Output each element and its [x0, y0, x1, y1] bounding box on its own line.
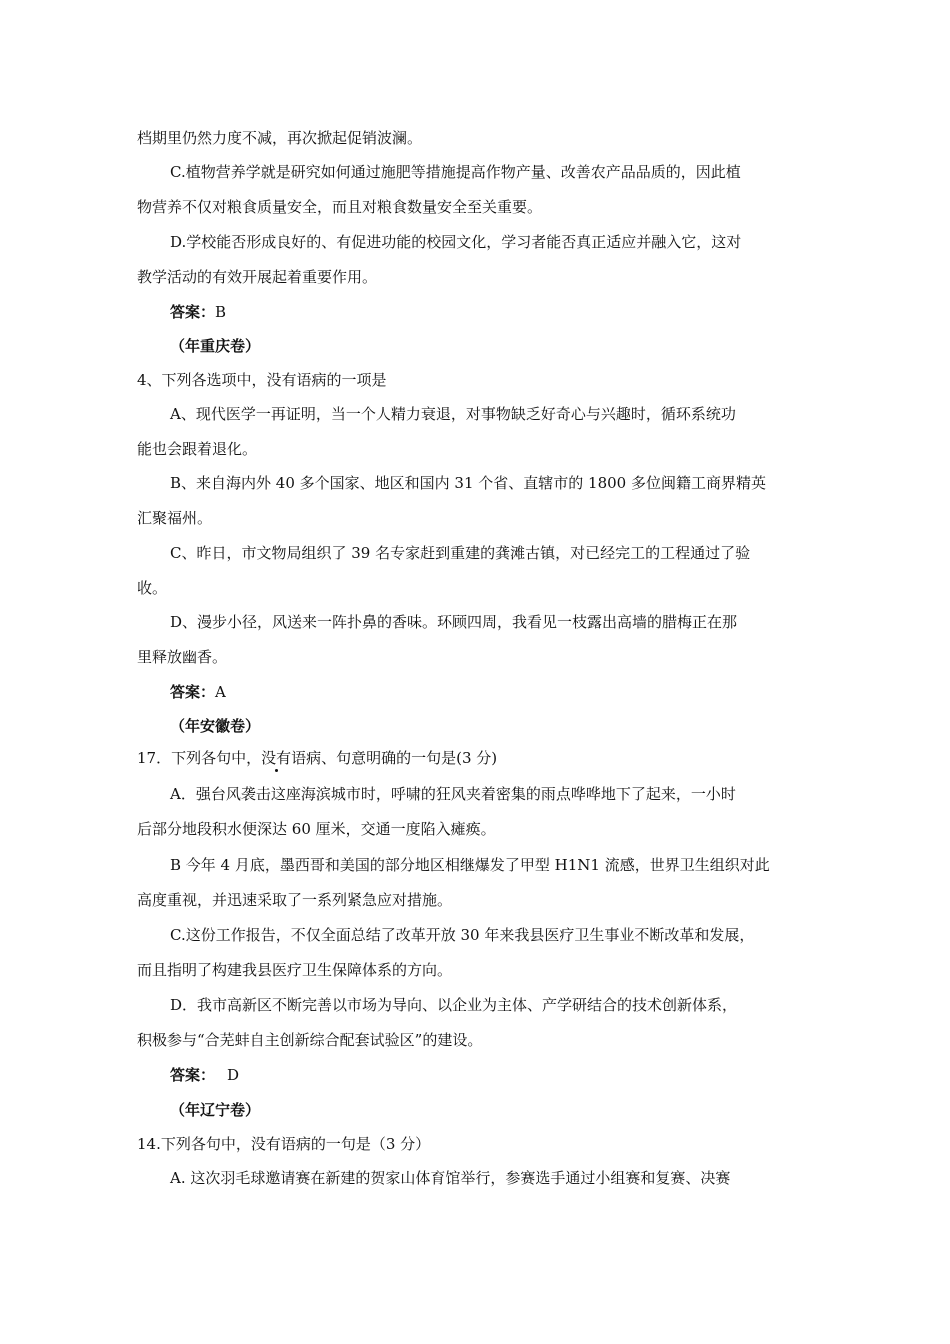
section-heading: （年重庆卷） — [170, 337, 261, 355]
option-d-line-2: 教学活动的有效开展起着重要作用。 — [137, 268, 378, 286]
section-heading: （年辽宁卷） — [170, 1101, 261, 1119]
option-a-line-1: A. 这次羽毛球邀请赛在新建的贺家山体育馆举行，参赛选手通过小组赛和复赛、决赛 — [170, 1169, 731, 1187]
section-heading: （年安徽卷） — [170, 717, 261, 735]
option-d-line-1: D、漫步小径，风送来一阵扑鼻的香味。环顾四周，我看见一枝露出高墙的腊梅正在那 — [170, 613, 738, 631]
question-title — [137, 748, 497, 768]
option-b-line-1: B、来自海内外 40 多个国家、地区和国内 31 个省、直辖市的 1800 多位闽籍工商界精英 — [170, 474, 766, 492]
option-b-line-1: B 今年 4 月底，墨西哥和美国的部分地区相继爆发了甲型 H1N1 流感，世界卫生组织对此 — [170, 856, 770, 874]
option-d-line-2: 里释放幽香。 — [137, 648, 228, 666]
option-b-line-2: 高度重视，并迅速采取了一系列紧急应对措施。 — [137, 891, 453, 909]
option-d-line-1: D.学校能否形成良好的、有促进功能的校园文化，学习者能否真正适应并融入它，这对 — [170, 233, 742, 251]
answer-label: 答案： — [170, 683, 216, 701]
answer-label: 答案： — [170, 1066, 216, 1084]
option-c-line-1: C、昨日，市文物局组织了 39 名专家赶到重建的龚滩古镇，对已经完工的工程通过了验 — [170, 544, 751, 562]
emphasis-text: 没有 — [261, 749, 292, 767]
option-c-line-1: C.这份工作报告，不仅全面总结了改革开放 30 年来我县医疗卫生事业不断改革和发展， — [170, 926, 755, 944]
question-suffix: 语病、句意明确的一句是(3 分) — [291, 749, 498, 767]
option-d-line-2: 积极参与“合芜蚌自主创新综合配套试验区”的建设。 — [137, 1031, 483, 1049]
option-d-line-1: D．我市高新区不断完善以市场为导向、以企业为主体、产学研结合的技术创新体系， — [170, 996, 738, 1014]
text-line: 档期里仍然力度不减，再次掀起促销波澜。 — [137, 129, 423, 147]
option-a-line-1: A．强台风袭击这座海滨城市时，呼啸的狂风夹着密集的雨点哗哗地下了起来，一小时 — [170, 785, 736, 803]
option-b-line-2: 汇聚福州。 — [137, 509, 213, 527]
answer-label: 答案： — [170, 303, 216, 321]
question-prefix: 17．下列各句中， — [137, 749, 262, 767]
question-title: 4、下列各选项中，没有语病的一项是 — [137, 371, 387, 389]
answer-value: A — [215, 683, 226, 701]
answer-line — [170, 302, 226, 322]
option-c-line-1: C.植物营养学就是研究如何通过施肥等措施提高作物产量、改善农产品品质的，因此植 — [170, 163, 741, 181]
option-c-line-2: 而且指明了构建我县医疗卫生保障体系的方向。 — [137, 961, 453, 979]
answer-value: D — [227, 1066, 240, 1084]
option-c-line-2: 收。 — [137, 579, 168, 597]
answer-value: B — [215, 303, 227, 321]
answer-line — [170, 1065, 239, 1085]
question-title: 14.下列各句中，没有语病的一句是（3 分） — [137, 1135, 431, 1153]
option-c-line-2: 物营养不仅对粮食质量安全，而且对粮食数量安全至关重要。 — [137, 198, 543, 216]
option-a-line-2: 能也会跟着退化。 — [137, 440, 258, 458]
answer-line — [170, 682, 226, 702]
option-a-line-2: 后部分地段积水便深达 60 厘米，交通一度陷入瘫痪。 — [137, 820, 496, 838]
option-a-line-1: A、现代医学一再证明，当一个人精力衰退，对事物缺乏好奇心与兴趣时，循环系统功 — [170, 405, 736, 423]
